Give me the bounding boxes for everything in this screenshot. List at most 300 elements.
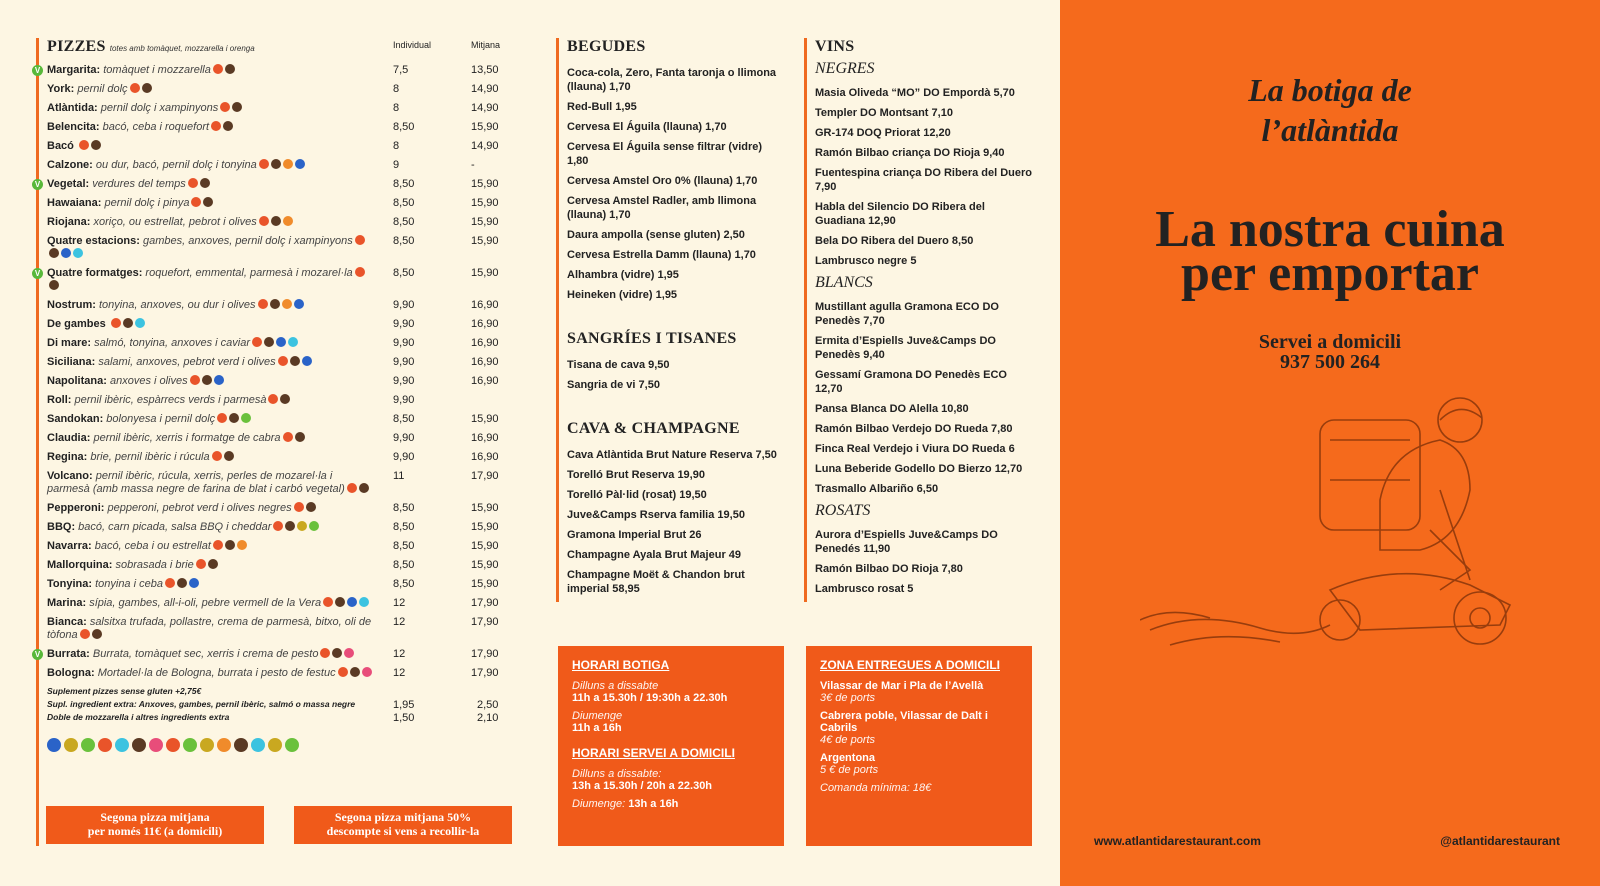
pizza-list — [34, 64, 516, 680]
price-individual: 9,90 — [393, 394, 415, 406]
legend-allergen-icon — [285, 738, 299, 752]
allergen-icon — [258, 299, 268, 309]
wine-red-item: Habla del Silencio DO Ribera del Guadiana 12,90 — [815, 201, 985, 227]
blancs-title: BLANCS — [815, 274, 873, 291]
allergen-icon — [202, 375, 212, 385]
allergen-icon — [344, 648, 354, 658]
price-mitjana: 16,90 — [471, 356, 499, 368]
wine-red-item: Bela DO Ribera del Duero 8,50 — [815, 235, 974, 247]
pizza-name: Marina: — [47, 597, 87, 609]
pizza-ingredients: gambes, anxoves, pernil dolç i xampinyons — [142, 235, 353, 247]
allergen-icon — [282, 299, 292, 309]
pizza-name: De gambes — [47, 318, 106, 330]
legend-allergen-icon — [149, 738, 163, 752]
allergen-icon — [335, 597, 345, 607]
allergen-icon — [49, 248, 59, 258]
pizza-ingredients: pepperoni, pebrot verd i olives negres — [107, 502, 292, 514]
price-individual: 9,90 — [393, 318, 415, 330]
allergen-icon — [130, 83, 140, 93]
allergen-icon — [294, 502, 304, 512]
pizza-name: Belencita: — [47, 121, 100, 133]
price-individual: 9 — [393, 159, 400, 171]
zona-1-price: 3€ de ports — [820, 692, 876, 704]
delivery-info — [1060, 332, 1600, 372]
drink-item: Daura ampolla (sense gluten) 2,50 — [567, 229, 745, 241]
price-mitjana: 14,90 — [471, 140, 499, 152]
horari-l5: Dilluns a dissabte: — [572, 768, 662, 780]
legend-allergen-icon — [200, 738, 214, 752]
wine-white-item: Gessamí Gramona DO Penedès ECO 12,70 — [815, 369, 1007, 395]
pizza-name: Bianca: — [47, 616, 87, 628]
wine-white-item: Pansa Blanca DO Alella 10,80 — [815, 403, 969, 415]
price-mitjana: 17,90 — [471, 470, 499, 482]
vegetarian-icon: V — [32, 649, 43, 660]
allergen-icon — [229, 413, 239, 423]
pizza-name: Navarra: — [47, 540, 92, 552]
price-individual: 8 — [393, 140, 400, 152]
pizza-row — [47, 356, 516, 369]
price-individual: 9,90 — [393, 375, 415, 387]
legend-allergen-icon — [166, 738, 180, 752]
pizza-name: Burrata: — [47, 648, 90, 660]
zona-title: ZONA ENTREGUES A DOMICILI — [820, 658, 1000, 672]
horari-botiga-title: HORARI BOTIGA — [572, 658, 670, 672]
cover-tagline — [1060, 201, 1600, 302]
allergen-icon — [359, 597, 369, 607]
wine-red-item: Fuentespina criança DO Ribera del Duero 7,90 — [815, 167, 1033, 193]
pizza-ingredients: bacó, ceba i roquefort — [102, 121, 210, 133]
legend-allergen-icon — [183, 738, 197, 752]
drink-item: Cervesa Estrella Damm (llauna) 1,70 — [567, 249, 756, 261]
horari-l2: 11h a 15.30h / 19:30h a 22.30h — [572, 692, 728, 704]
allergen-icon — [338, 667, 348, 677]
wine-red-item: Ramón Bilbao criança DO Rioja 9,40 — [815, 147, 1005, 159]
price-individual: 8,50 — [393, 559, 415, 571]
drink-item: Coca-cola, Zero, Fanta taronja o llimona (llauna) 1,70 — [567, 67, 777, 93]
rosats-list — [815, 528, 1036, 596]
wine-white-item: Finca Real Verdejo i Viura DO Rueda 6 — [815, 443, 1015, 455]
allergen-icon — [212, 451, 222, 461]
allergen-icon — [320, 648, 330, 658]
tagline-line2: per emportar — [1181, 245, 1479, 302]
pizza-ingredients: verdures del temps — [92, 178, 186, 190]
pizzas-title: PIZZES — [47, 38, 106, 55]
allergen-icon — [283, 159, 293, 169]
allergen-icon — [80, 629, 90, 639]
begudes-title: BEGUDES — [567, 38, 646, 55]
promo-second-pizza-pickup — [294, 806, 512, 844]
supplement-row — [47, 712, 516, 722]
allergen-icon — [232, 102, 242, 112]
pizzas-note: totes amb tomàquet, mozzarella i orenga — [109, 44, 255, 53]
allergen-icon — [285, 521, 295, 531]
blancs-list — [815, 300, 1036, 496]
pizza-row — [47, 197, 516, 210]
col-individual: Individual — [393, 40, 432, 50]
pizza-name: Calzone: — [47, 159, 93, 171]
pizza-name: Napolitana: — [47, 375, 107, 387]
allergen-icon — [302, 356, 312, 366]
allergen-icon — [347, 483, 357, 493]
price-individual: 11 — [393, 470, 405, 482]
allergen-icon — [264, 337, 274, 347]
allergen-icon — [188, 178, 198, 188]
allergen-legend — [47, 738, 516, 752]
supplements-list — [47, 686, 516, 722]
price-individual: 9,90 — [393, 432, 415, 444]
allergen-icon — [142, 83, 152, 93]
price-individual: 8,50 — [393, 267, 415, 279]
price-individual: 8 — [393, 102, 400, 114]
allergen-icon — [213, 64, 223, 74]
price-mitjana: 16,90 — [471, 375, 499, 387]
pizzas-section — [36, 38, 516, 846]
price-individual: 8,50 — [393, 216, 415, 228]
pizza-row — [47, 559, 516, 572]
price-mitjana: 14,90 — [471, 83, 499, 95]
wine-red-item: Templer DO Montsant 7,10 — [815, 107, 953, 119]
allergen-icon — [323, 597, 333, 607]
promo1-line2: per només 11€ (a domicili) — [87, 824, 223, 838]
pizza-row — [34, 648, 516, 661]
cava-item: Torelló Pàl·lid (rosat) 19,50 — [567, 489, 707, 501]
allergen-icon — [283, 216, 293, 226]
pizza-ingredients: salmó, tonyina, anxoves i caviar — [94, 337, 251, 349]
allergen-icon — [271, 216, 281, 226]
pizza-ingredients: salami, anxoves, pebrot verd i olives — [98, 356, 276, 368]
price-individual: 8,50 — [393, 413, 415, 425]
pizza-row — [47, 83, 516, 96]
allergen-icon — [359, 483, 369, 493]
begudes-list — [567, 66, 786, 302]
legend-allergen-icon — [251, 738, 265, 752]
allergen-icon — [350, 667, 360, 677]
cava-item: Juve&Camps Rserva familia 19,50 — [567, 509, 745, 521]
allergen-icon — [220, 102, 230, 112]
pizza-row — [47, 521, 516, 534]
pizza-name: Margarita: — [47, 64, 101, 76]
pizza-name: Quatre estacions: — [47, 235, 140, 247]
wine-white-item: Luna Beberide Godello DO Bierzo 12,70 — [815, 463, 1023, 475]
pizza-ingredients: sobrasada i brie — [115, 559, 194, 571]
allergen-icon — [165, 578, 175, 588]
pizza-row — [47, 616, 516, 642]
pizza-row — [34, 178, 516, 191]
brand-logo — [1060, 70, 1600, 150]
drink-item: Heineken (vidre) 1,95 — [567, 289, 678, 301]
cava-item: Gramona Imperial Brut 26 — [567, 529, 702, 541]
price-mitjana: 15,90 — [471, 121, 499, 133]
price-mitjana: 14,90 — [471, 102, 499, 114]
price-mitjana: 17,90 — [471, 667, 499, 679]
pizza-row — [47, 102, 516, 115]
allergen-icon — [208, 559, 218, 569]
pizza-ingredients: xoriço, ou estrellat, pebrot i olives — [93, 216, 257, 228]
price-individual: 7,5 — [393, 64, 409, 76]
pizza-ingredients: pernil dolç i pinya — [104, 197, 190, 209]
sangria-item: Sangria de vi 7,50 — [567, 379, 660, 391]
rosats-title: ROSATS — [815, 502, 871, 519]
allergen-icon — [252, 337, 262, 347]
supplement-price-mitjana: 2,50 — [477, 699, 499, 711]
allergen-icon — [177, 578, 187, 588]
price-mitjana: 15,90 — [471, 235, 499, 247]
pizza-ingredients: pernil dolç i xampinyons — [100, 102, 219, 114]
pizza-row — [47, 235, 516, 261]
vegetarian-icon: V — [32, 179, 43, 190]
price-mitjana: - — [471, 159, 475, 171]
pizza-name: Regina: — [47, 451, 88, 463]
cava-item: Torelló Brut Reserva 19,90 — [567, 469, 705, 481]
price-individual: 12 — [393, 667, 406, 679]
allergen-icon — [297, 521, 307, 531]
price-mitjana: 16,90 — [471, 432, 499, 444]
pizza-name: Nostrum: — [47, 299, 96, 311]
cava-list — [567, 448, 786, 596]
supplement-label: Doble de mozzarella i altres ingredients extra — [47, 712, 230, 722]
pizza-ingredients: pernil ibèric, espàrrecs verds i parmesà — [74, 394, 267, 406]
allergen-icon — [225, 64, 235, 74]
allergen-icon — [347, 597, 357, 607]
pizza-row — [47, 413, 516, 426]
zona-3: Argentona — [820, 752, 875, 764]
allergen-icon — [270, 299, 280, 309]
pizza-row — [47, 540, 516, 553]
vins-title: VINS — [815, 38, 855, 55]
price-individual: 12 — [393, 616, 406, 628]
legend-allergen-icon — [81, 738, 95, 752]
allergen-icon — [190, 375, 200, 385]
cava-item: Champagne Ayala Brut Majeur 49 — [567, 549, 742, 561]
supplement-row — [47, 699, 516, 709]
promo-second-pizza-delivery — [46, 806, 264, 844]
social-handle[interactable]: @atlantidarestaurant — [1440, 834, 1560, 848]
allergen-icon — [214, 375, 224, 385]
pizza-ingredients: pernil ibèric, rúcula, xerris, perles de mozarel·la i parmesà (amb massa negre de farina de blat i carbó vegetal) — [47, 470, 345, 495]
website-link[interactable]: www.atlantidarestaurant.com — [1094, 834, 1261, 848]
allergen-icon — [203, 197, 213, 207]
price-individual: 8,50 — [393, 121, 415, 133]
horari-l3: Diumenge — [572, 710, 623, 722]
supplement-label: Suplement pizzes sense gluten +2,75€ — [47, 686, 202, 696]
drink-item: Cervesa El Águila sense filtrar (vidre) 1,80 — [567, 141, 763, 167]
allergen-icon — [355, 267, 365, 277]
col-mitjana: Mitjana — [471, 40, 501, 50]
pizza-row — [34, 267, 516, 293]
allergen-icon — [259, 216, 269, 226]
price-individual: 9,90 — [393, 356, 415, 368]
price-mitjana: 17,90 — [471, 648, 499, 660]
price-mitjana: 15,90 — [471, 521, 499, 533]
allergen-icon — [73, 248, 83, 258]
cava-title: CAVA & CHAMPAGNE — [567, 420, 740, 437]
pizza-name: Hawaiana: — [47, 197, 102, 209]
allergen-icon — [49, 280, 59, 290]
pizza-ingredients: tonyina, anxoves, ou dur i olives — [98, 299, 256, 311]
allergen-icon — [241, 413, 251, 423]
pizza-row — [47, 121, 516, 134]
pizza-name: Bologna: — [47, 667, 95, 679]
pizza-name: York: — [47, 83, 75, 95]
allergen-icon — [79, 140, 89, 150]
pizza-name: Claudia: — [47, 432, 91, 444]
pizza-ingredients: sípia, gambes, all-i-oli, pebre vermell de la Vera — [89, 597, 322, 609]
tagline-line1: La nostra cuina — [1155, 201, 1505, 258]
cava-item: Champagne Moët & Chandon brut imperial 58,95 — [567, 569, 745, 595]
pizza-ingredients: ou dur, bacó, pernil dolç i tonyina — [95, 159, 257, 171]
pizza-ingredients: Burrata, tomàquet sec, xerris i crema de pesto — [92, 648, 319, 660]
pizza-name: Sandokan: — [47, 413, 104, 425]
wine-white-item: Mustillant agulla Gramona ECO DO Penedès 7,70 — [815, 301, 999, 327]
pizza-row — [34, 64, 516, 77]
supplement-price-mitjana: 2,10 — [477, 712, 499, 724]
drink-item: Cervesa Amstel Oro 0% (llauna) 1,70 — [567, 175, 758, 187]
allergen-icon — [273, 521, 283, 531]
price-individual: 12 — [393, 648, 406, 660]
legend-allergen-icon — [217, 738, 231, 752]
price-individual: 8 — [393, 83, 400, 95]
price-mitjana: 15,90 — [471, 267, 499, 279]
pizza-row — [47, 140, 516, 153]
brand-line1: La botiga de — [1248, 72, 1412, 108]
allergen-icon — [309, 521, 319, 531]
opening-hours-box — [558, 646, 784, 846]
pizza-name: Siciliana: — [47, 356, 96, 368]
begudes-section — [556, 38, 786, 602]
negres-list — [815, 86, 1036, 268]
allergen-icon — [225, 540, 235, 550]
drink-item: Alhambra (vidre) 1,95 — [567, 269, 679, 281]
supplement-price-individual: 1,95 — [393, 699, 415, 711]
pizza-row — [47, 318, 516, 331]
wine-rose-item: Aurora d’Espiells Juve&Camps DO Penedés 11,90 — [815, 529, 998, 555]
pizza-name: Tonyina: — [47, 578, 93, 590]
allergen-icon — [294, 299, 304, 309]
allergen-icon — [211, 121, 221, 131]
allergen-icon — [135, 318, 145, 328]
price-mitjana: 15,90 — [471, 413, 499, 425]
pizza-row — [47, 337, 516, 350]
price-mitjana: 16,90 — [471, 337, 499, 349]
zona-2: Cabrera poble, Vilassar de Dalt i Cabrils — [820, 710, 988, 734]
allergen-icon — [295, 159, 305, 169]
allergen-icon — [268, 394, 278, 404]
allergen-icon — [191, 197, 201, 207]
cava-item: Cava Atlàntida Brut Nature Reserva 7,50 — [567, 449, 777, 461]
allergen-icon — [283, 432, 293, 442]
legend-allergen-icon — [64, 738, 78, 752]
price-mitjana: 16,90 — [471, 318, 499, 330]
pizza-ingredients: salsitxa trufada, pollastre, crema de parmesà, bitxo, oli de tòfona — [47, 616, 372, 641]
zona-1: Vilassar de Mar i Pla de l’Avellà — [820, 680, 984, 692]
pizza-ingredients: bacó, ceba i ou estrellat — [94, 540, 211, 552]
pizza-name: Bacó — [47, 140, 74, 152]
promo2-line2: descompte si vens a recollir-la — [326, 824, 480, 838]
horari-l7: Diumenge: — [572, 798, 626, 810]
horari-domicili-title: HORARI SERVEI A DOMICILI — [572, 746, 735, 760]
pizza-ingredients: tonyina i ceba — [95, 578, 163, 590]
allergen-icon — [276, 337, 286, 347]
pizza-row — [47, 502, 516, 515]
pizza-row — [47, 451, 516, 464]
allergen-icon — [223, 121, 233, 131]
delivery-label: Servei a domicili — [1258, 331, 1402, 353]
pizza-row — [47, 578, 516, 591]
pizza-name: Mallorquina: — [47, 559, 113, 571]
allergen-icon — [189, 578, 199, 588]
wine-white-item: Ermita d’Espiells Juve&Camps DO Penedès 9,40 — [815, 335, 996, 361]
allergen-icon — [213, 540, 223, 550]
allergen-icon — [92, 629, 102, 639]
legend-allergen-icon — [115, 738, 129, 752]
price-mitjana: 13,50 — [471, 64, 499, 76]
promo2-line1: Segona pizza mitjana 50% — [334, 810, 472, 824]
price-mitjana: 16,90 — [471, 451, 499, 463]
price-mitjana: 17,90 — [471, 616, 499, 628]
sangria-item: Tisana de cava 9,50 — [567, 359, 670, 371]
price-individual: 8,50 — [393, 178, 415, 190]
price-individual: 9,90 — [393, 451, 415, 463]
wine-red-item: Lambrusco negre 5 — [815, 255, 917, 267]
pizza-name: BBQ: — [47, 521, 76, 533]
price-individual: 8,50 — [393, 578, 415, 590]
zona-2-price: 4€ de ports — [820, 734, 876, 746]
wine-white-item: Trasmallo Albariño 6,50 — [815, 483, 939, 495]
legend-allergen-icon — [132, 738, 146, 752]
delivery-zones-box — [806, 646, 1032, 846]
pizza-name: Atlàntida: — [47, 102, 98, 114]
wine-rose-item: Ramón Bilbao DO Rioja 7,80 — [815, 563, 963, 575]
price-mitjana: 17,90 — [471, 597, 499, 609]
allergen-icon — [355, 235, 365, 245]
supplement-label: Supl. ingredient extra: Anxoves, gambes, pernil ibèric, salmó o massa negre — [47, 699, 356, 709]
pizza-name: Volcano: — [47, 470, 93, 482]
allergen-icon — [61, 248, 71, 258]
pizza-row — [47, 375, 516, 388]
pizza-row — [47, 216, 516, 229]
horari-l8: 13h a 16h — [628, 798, 679, 810]
pizza-row — [47, 432, 516, 445]
promo1-line1: Segona pizza mitjana — [100, 810, 210, 824]
allergen-icon — [217, 413, 227, 423]
pizza-ingredients: bacó, carn picada, salsa BBQ i cheddar — [78, 521, 272, 533]
pizza-name: Roll: — [47, 394, 72, 406]
wine-white-item: Ramón Bilbao Verdejo DO Rueda 7,80 — [815, 423, 1013, 435]
price-mitjana: 15,90 — [471, 559, 499, 571]
horari-l6: 13h a 15.30h / 20h a 22.30h — [572, 780, 713, 792]
vegetarian-icon: V — [32, 65, 43, 76]
price-mitjana: 15,90 — [471, 502, 499, 514]
allergen-icon — [290, 356, 300, 366]
allergen-icon — [278, 356, 288, 366]
allergen-icon — [237, 540, 247, 550]
wine-red-item: GR-174 DOQ Priorat 12,20 — [815, 127, 951, 139]
allergen-icon — [196, 559, 206, 569]
pizza-name: Riojana: — [47, 216, 91, 228]
price-individual: 9,90 — [393, 337, 415, 349]
pizza-row — [47, 597, 516, 610]
minimum-order: Comanda mínima: 18€ — [820, 782, 932, 794]
supplement-price-individual: 1,50 — [393, 712, 415, 724]
allergen-icon — [288, 337, 298, 347]
price-individual: 8,50 — [393, 502, 415, 514]
legend-allergen-icon — [47, 738, 61, 752]
delivery-phone: 937 500 264 — [1280, 351, 1380, 373]
scooter-rider-illustration — [1140, 380, 1580, 660]
price-mitjana: 15,90 — [471, 216, 499, 228]
sangries-title: SANGRÍES I TISANES — [567, 330, 737, 347]
legend-allergen-icon — [234, 738, 248, 752]
